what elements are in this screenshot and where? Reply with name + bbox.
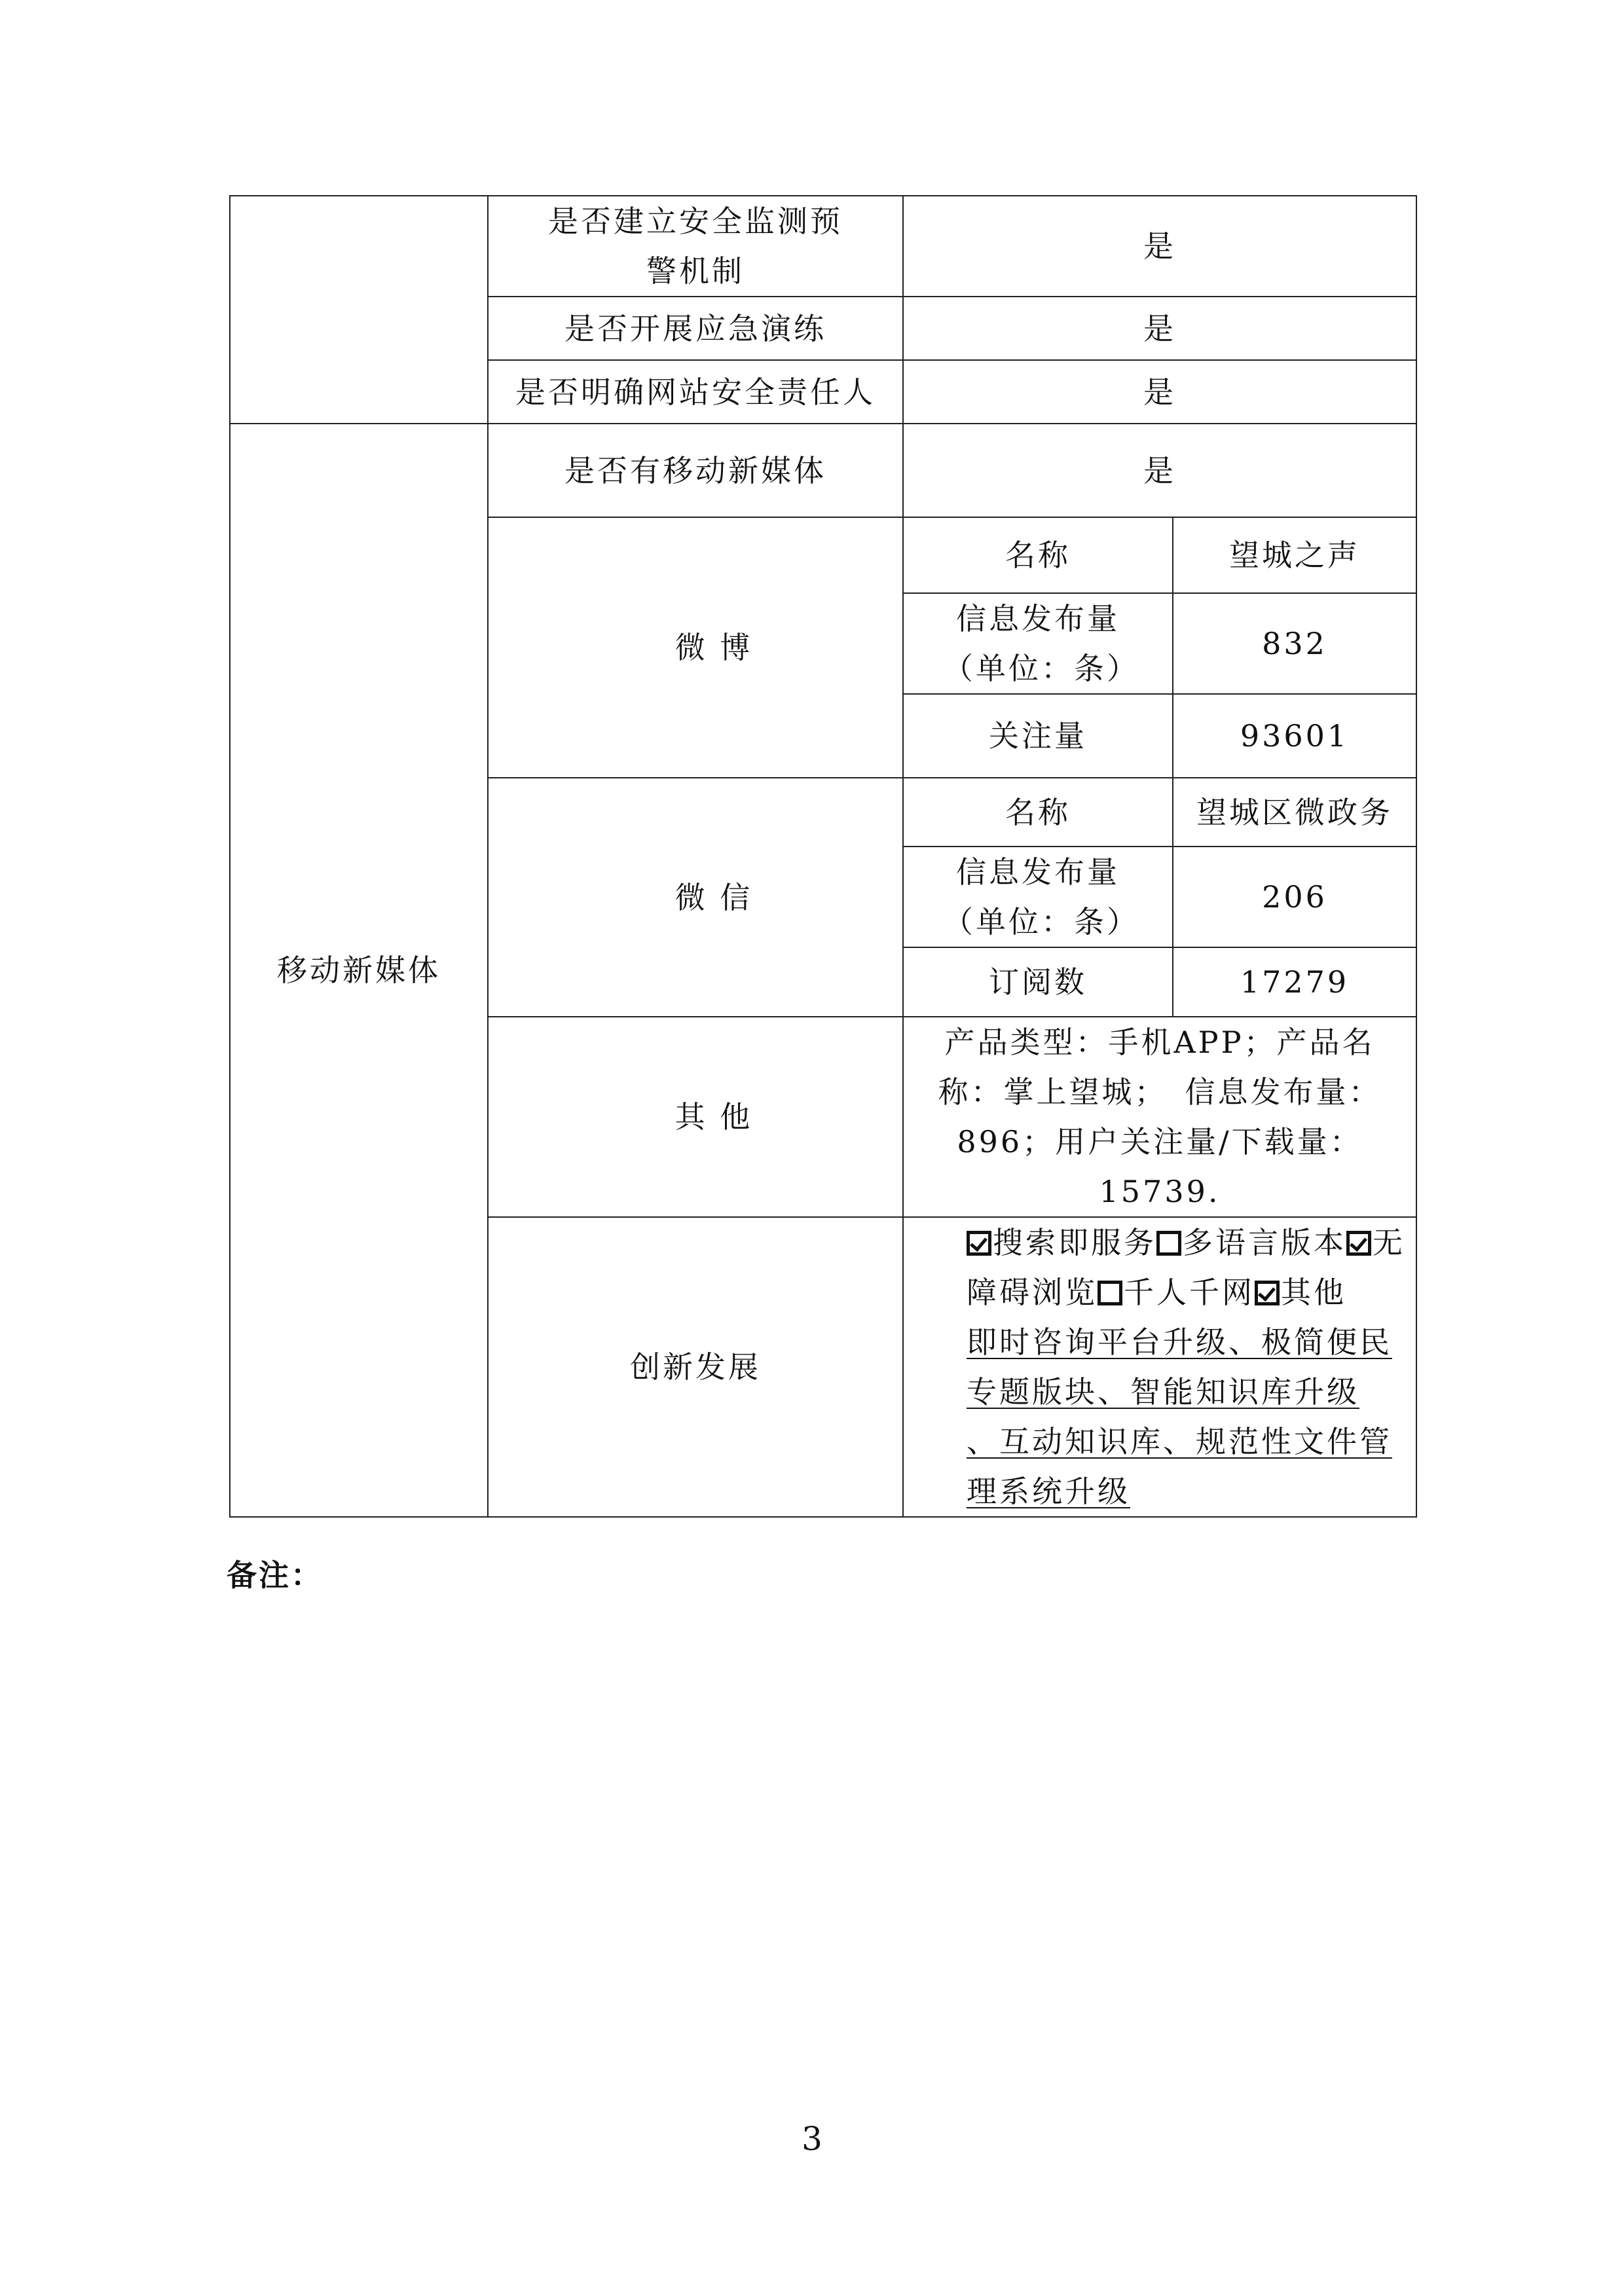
- weibo-posts-label: 信息发布量（单位：条）: [903, 593, 1173, 694]
- responsible-label: 是否明确网站安全责任人: [488, 360, 903, 424]
- option-personalized[interactable]: 千人千网: [1098, 1275, 1255, 1310]
- has-media-label: 是否有移动新媒体: [488, 424, 903, 517]
- wechat-name-value: 望城区微政务: [1173, 778, 1416, 847]
- drill-label: 是否开展应急演练: [488, 297, 903, 360]
- monitoring-value: 是: [903, 196, 1416, 297]
- option-accessibility[interactable]: 无障碍浏览: [967, 1225, 1405, 1310]
- weibo-name-label: 名称: [903, 517, 1173, 593]
- innovation-content: [903, 1217, 1416, 1517]
- innovation-section-label: 创新发展: [488, 1217, 903, 1517]
- checkbox-icon[interactable]: [1098, 1281, 1122, 1305]
- website-report-table: [229, 195, 1417, 1518]
- weibo-name-value: 望城之声: [1173, 517, 1416, 593]
- innovation-options: [967, 1218, 1407, 1317]
- security-section-cell: [230, 196, 488, 424]
- weibo-followers-value: 93601: [1173, 694, 1416, 778]
- wechat-posts-value: 206: [1173, 847, 1416, 947]
- wechat-label: 微 信: [488, 778, 903, 1017]
- mobile-media-section-label: 移动新媒体: [230, 424, 488, 1517]
- checkbox-icon[interactable]: [967, 1231, 991, 1256]
- wechat-subscribers-value: 17279: [1173, 947, 1416, 1017]
- page-number: 3: [802, 2120, 822, 2158]
- other-detail: 产品类型：手机APP；产品名称：掌上望城； 信息发布量：896；用户关注量/下载量：15739.: [903, 1017, 1416, 1217]
- drill-value: 是: [903, 297, 1416, 360]
- innovation-other-detail-line2: 、互动知识库、规范性文件管理系统升级: [967, 1424, 1392, 1509]
- remarks-label: 备注：: [227, 1558, 323, 1593]
- weibo-label: 微 博: [488, 517, 903, 778]
- other-label: 其 他: [488, 1017, 903, 1217]
- weibo-posts-value: 832: [1173, 593, 1416, 694]
- checkbox-icon[interactable]: [1346, 1231, 1371, 1256]
- table-row: [230, 196, 1416, 297]
- weibo-followers-label: 关注量: [903, 694, 1173, 778]
- checkbox-icon[interactable]: [1255, 1281, 1280, 1305]
- option-search-service[interactable]: 搜索即服务: [967, 1225, 1156, 1260]
- wechat-name-label: 名称: [903, 778, 1173, 847]
- option-multilingual[interactable]: 多语言版本: [1156, 1225, 1346, 1260]
- option-other[interactable]: 其他: [1255, 1275, 1346, 1310]
- innovation-other-detail-line1: 即时咨询平台升级、极简便民专题版块、智能知识库升级: [967, 1324, 1392, 1410]
- monitoring-label: 是否建立安全监测预警机制: [488, 196, 903, 297]
- table-row: [230, 424, 1416, 517]
- has-media-value: 是: [903, 424, 1416, 517]
- wechat-posts-label: 信息发布量（单位：条）: [903, 847, 1173, 947]
- responsible-value: 是: [903, 360, 1416, 424]
- checkbox-icon[interactable]: [1156, 1231, 1181, 1256]
- wechat-subscribers-label: 订阅数: [903, 947, 1173, 1017]
